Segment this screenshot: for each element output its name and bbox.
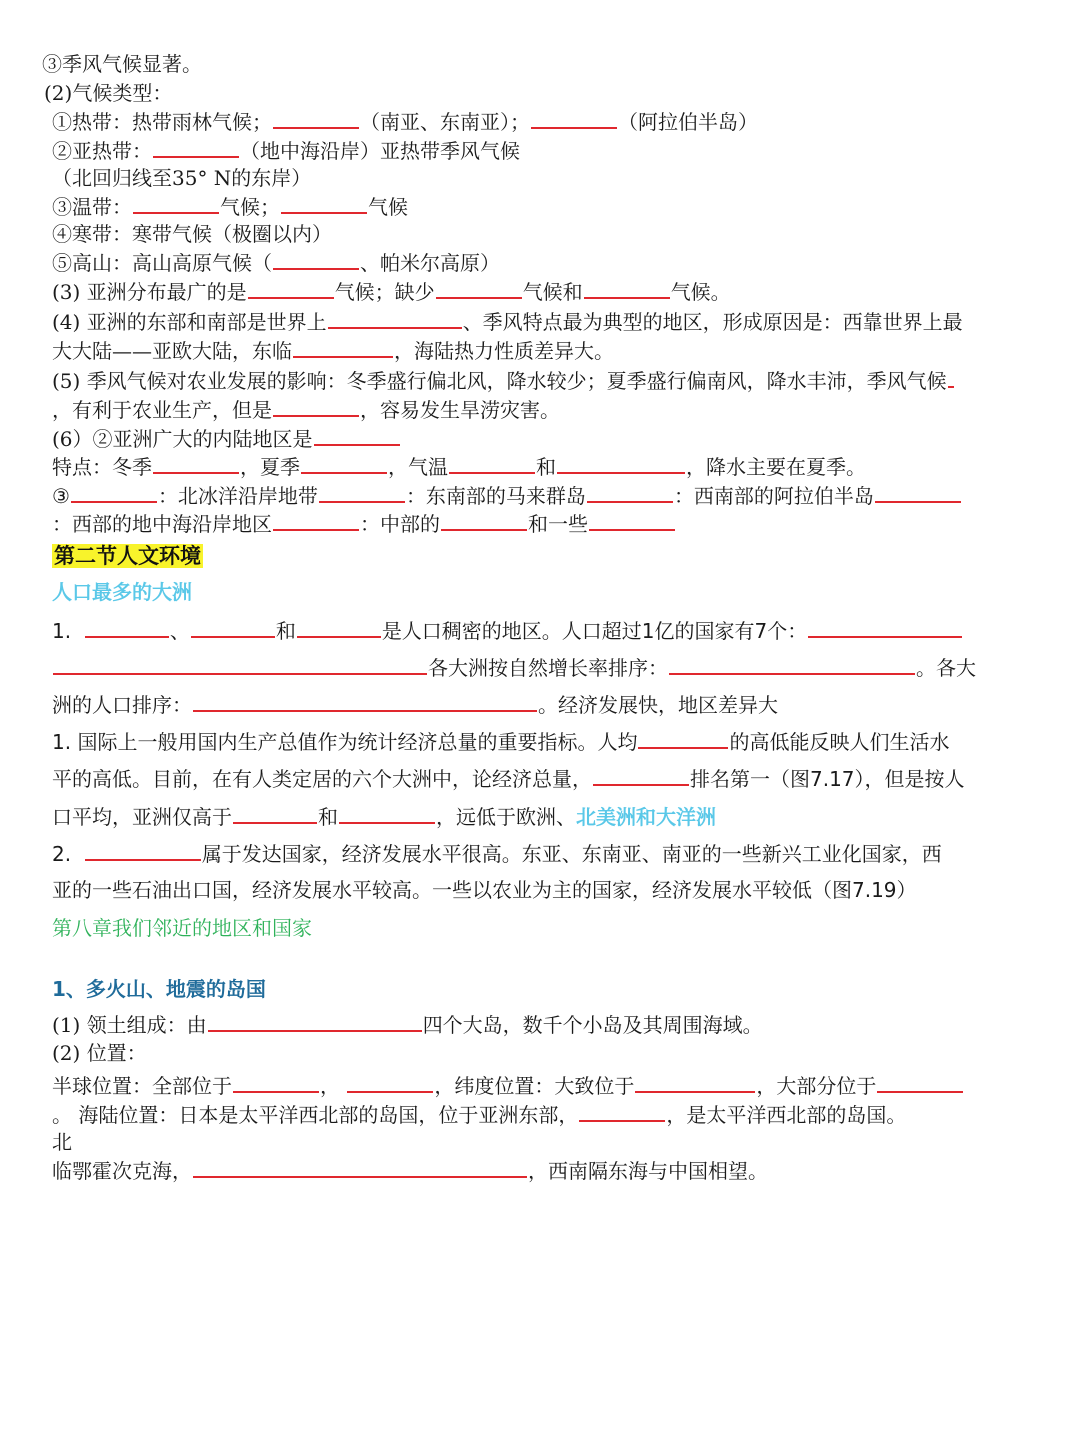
blank[interactable] <box>248 279 334 299</box>
line-q6-a: (6）②亚洲广大的内陆地区是 <box>52 426 401 452</box>
blank[interactable] <box>314 426 400 446</box>
line-p3-b: 亚的一些石油出口国，经济发展水平较高。一些以农业为主的国家，经济发展水平较低（图7.19） <box>52 878 917 902</box>
blank[interactable] <box>328 309 462 329</box>
line-q6-b: 特点：冬季 ，夏季 ，气温 和 ，降水主要在夏季。 <box>52 455 866 479</box>
line-okhotsk: 临鄂霍次克海， ，西南隔东海与中国相望。 <box>52 1159 768 1183</box>
blank[interactable] <box>638 729 728 749</box>
line-position: (2) 位置： <box>52 1041 147 1065</box>
line-q4-b: 大大陆——亚欧大陆，东临 ，海陆热力性质差异大。 <box>52 339 614 363</box>
blank[interactable] <box>193 692 537 712</box>
blank[interactable] <box>191 618 275 638</box>
blank[interactable] <box>273 109 359 129</box>
blank[interactable] <box>233 804 317 824</box>
blank[interactable] <box>273 397 359 417</box>
blank[interactable] <box>593 766 689 786</box>
chapter-subtitle: 1、多火山、地震的岛国 <box>52 977 266 1001</box>
line-q6-c: ③ ：北冰洋沿岸地带 ：东南部的马来群岛 ：西南部的阿拉伯半岛 <box>52 483 962 509</box>
blank[interactable] <box>153 454 239 474</box>
blank[interactable] <box>669 655 915 675</box>
line-monsoon-item3: ③季风气候显著。 <box>42 52 202 76</box>
line-q5-a: (5) 季风气候对农业发展的影响：冬季盛行偏北风，降水较少；夏季盛行偏南风，降水丰沛，季风气候 <box>52 368 955 394</box>
line-p1-c: 洲的人口排序： 。经济发展快，地区差异大 <box>52 693 778 717</box>
blank[interactable] <box>557 454 685 474</box>
section-title: 第二节人文环境 <box>54 544 201 568</box>
line-p1-b: 各大洲按自然增长率排序： 。各大 <box>52 655 976 681</box>
blank[interactable] <box>587 483 673 503</box>
blank[interactable] <box>208 1012 422 1032</box>
line-tropical: ①热带：热带雨林气候； （南亚、东南亚）； （阿拉伯半岛） <box>52 110 758 134</box>
line-q6-d: ：西部的地中海沿岸地区 ：中部的 和一些 <box>52 511 676 537</box>
blank[interactable] <box>293 338 393 358</box>
line-temperate: ③温带： 气候； 气候 <box>52 195 408 219</box>
blank[interactable] <box>85 841 201 861</box>
line-sea-land: 。 海陆位置：日本是太平洋西北部的岛国，位于亚洲东部， ，是太平洋西北部的岛国。 <box>52 1103 907 1127</box>
line-cold: ④寒带：寒带气候（极圈以内） <box>52 222 332 246</box>
blank[interactable] <box>347 1073 433 1093</box>
blank[interactable] <box>273 511 359 531</box>
blank[interactable] <box>875 483 961 503</box>
blank[interactable] <box>584 279 670 299</box>
line-q4-a: (4) 亚洲的东部和南部是世界上 、季风特点最为典型的地区，形成原因是：西靠世界上最 <box>52 310 963 334</box>
blank[interactable] <box>635 1073 755 1093</box>
blank[interactable] <box>133 194 219 214</box>
blank[interactable] <box>579 1102 665 1122</box>
blank[interactable] <box>531 109 617 129</box>
line-subtropical-note: （北回归线至35° N的东岸） <box>52 166 312 190</box>
chapter-title: 第八章我们邻近的地区和国家 <box>52 916 312 940</box>
line-north: 北 <box>52 1130 72 1154</box>
section-subtitle: 人口最多的大洲 <box>52 580 192 604</box>
blank[interactable] <box>233 1073 319 1093</box>
blank[interactable] <box>153 138 239 158</box>
blank[interactable] <box>297 618 381 638</box>
line-subtropical: ②亚热带： （地中海沿岸）亚热带季风气候 <box>52 139 520 163</box>
blank[interactable] <box>281 194 367 214</box>
blank[interactable] <box>589 511 675 531</box>
blank[interactable] <box>71 483 157 503</box>
blank[interactable] <box>339 804 435 824</box>
blank[interactable] <box>193 1158 527 1178</box>
line-territory: (1) 领土组成：由 四个大岛，数千个小岛及其周围海域。 <box>52 1013 763 1037</box>
blank[interactable] <box>319 483 405 503</box>
line-p3-a: 2. 属于发达国家，经济发展水平很高。东亚、东南亚、南亚的一些新兴工业化国家，西 <box>52 842 942 866</box>
blank[interactable] <box>808 618 962 638</box>
line-p2-c: 口平均，亚洲仅高于 和 ，远低于欧洲、北美洲和大洋洲 <box>52 805 716 829</box>
line-highland: ⑤高山：高山高原气候（ 、帕米尔高原） <box>52 251 500 275</box>
line-hemisphere: 半球位置：全部位于 ， ，纬度位置：大致位于 ，大部分位于 <box>52 1073 964 1099</box>
blank[interactable] <box>877 1073 963 1093</box>
line-p2-a: 1. 国际上一般用国内生产总值作为统计经济总量的重要指标。人均 的高低能反映人们生活水 <box>52 730 950 754</box>
line-p1-a: 1. 、 和 是人口稠密的地区。人口超过1亿的国家有7个： <box>52 618 963 644</box>
blank[interactable] <box>441 511 527 531</box>
blank[interactable] <box>85 618 169 638</box>
line-p2-b: 平的高低。目前，在有人类定居的六个大洲中，论经济总量， 排名第一（图7.17），但是按人 <box>52 767 965 791</box>
blank[interactable] <box>301 454 387 474</box>
blank[interactable] <box>449 454 535 474</box>
blank[interactable] <box>273 250 359 270</box>
line-q5-b: ，有利于农业生产，但是 ，容易发生旱涝灾害。 <box>52 398 560 422</box>
blank[interactable] <box>53 655 427 675</box>
line-q3: (3) 亚洲分布最广的是 气候；缺少 气候和 气候。 <box>52 280 731 304</box>
blank[interactable] <box>948 368 954 388</box>
blank[interactable] <box>436 279 522 299</box>
line-climate-types-header: (2)气候类型： <box>44 81 173 105</box>
